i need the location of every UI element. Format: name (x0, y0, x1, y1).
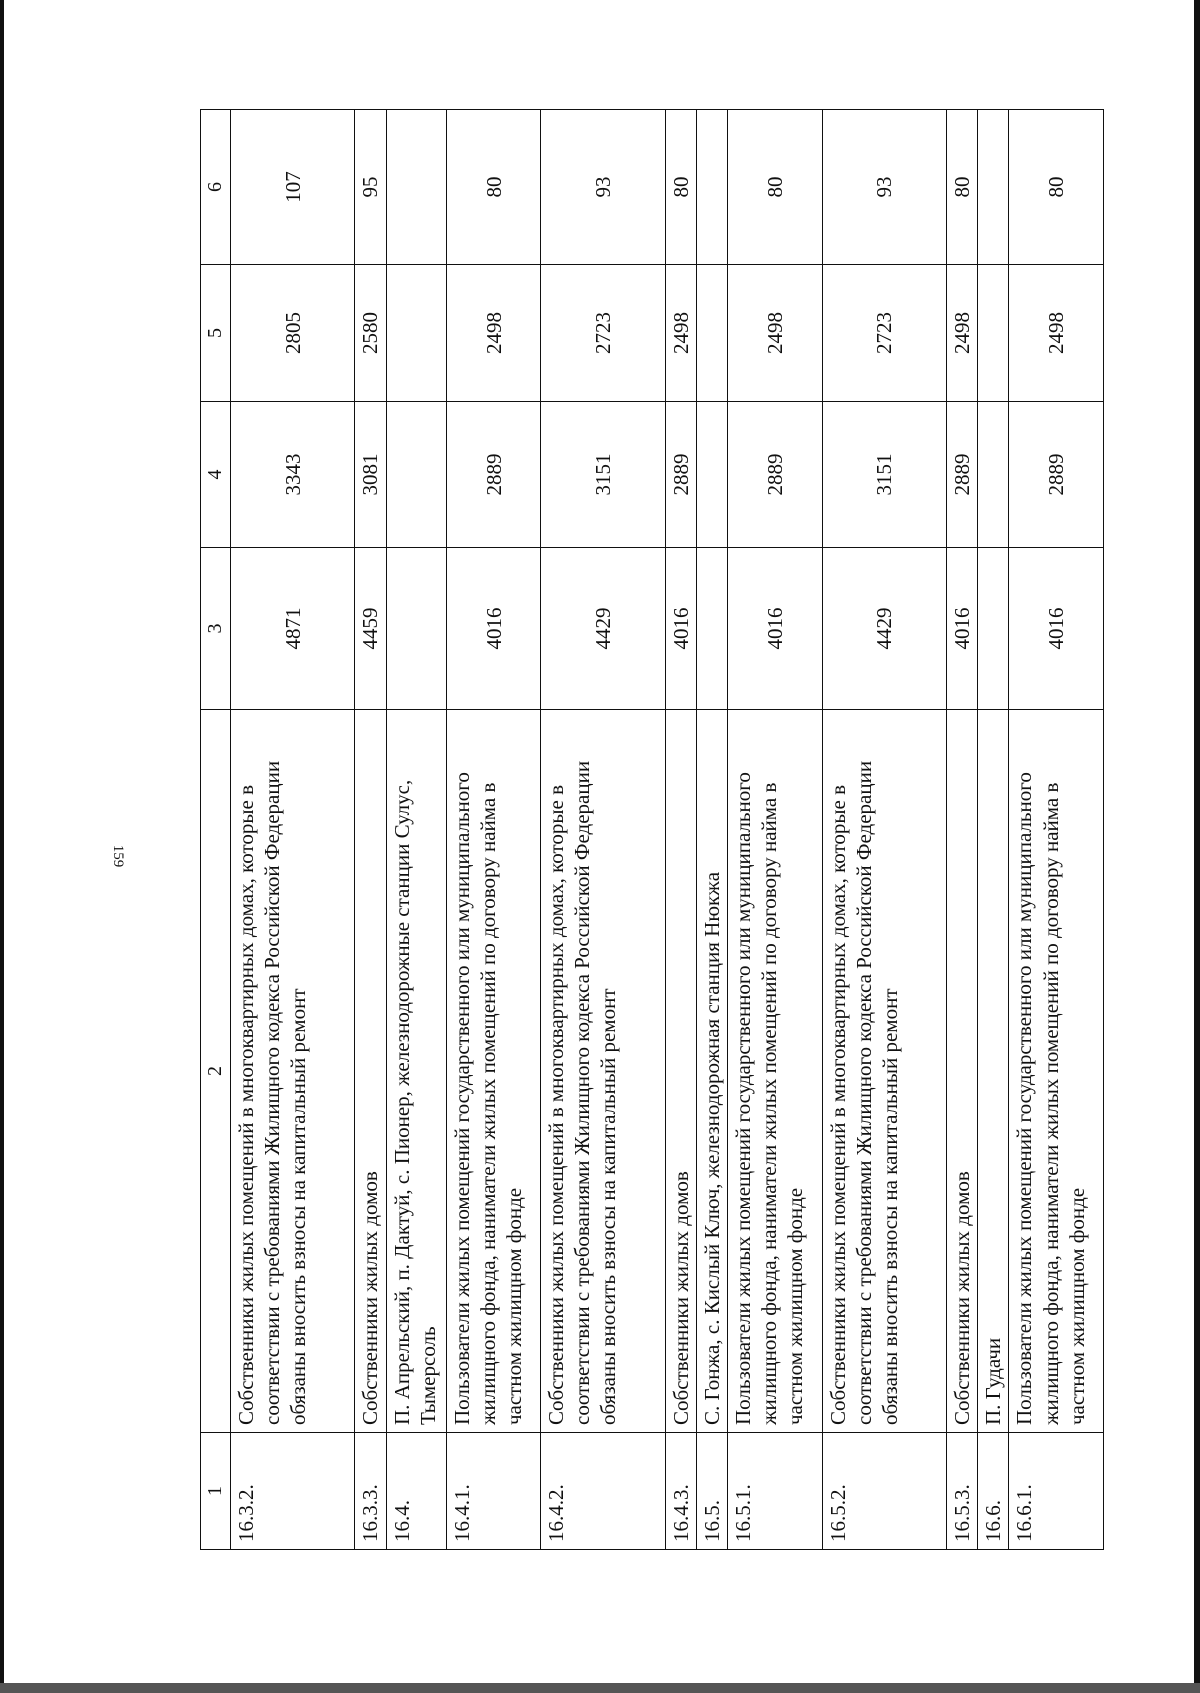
row-col3: 4429 (822, 548, 947, 710)
table-row (541, 110, 666, 1550)
table-row (665, 110, 696, 1550)
row-code: 16.6.1. (1009, 1433, 1104, 1550)
table-row (386, 110, 446, 1550)
row-col6: 107 (230, 110, 355, 265)
row-description: Собственники жилых помещений в многоквартирных домах, которые в соответствии с требованиями Жилищного кодекса Российской Федерации обязаны вносить взносы на капитальный ремонт (822, 710, 947, 1433)
row-col5: 2498 (947, 265, 978, 402)
tariff-table (200, 109, 1104, 1550)
row-col4: 3081 (355, 402, 386, 548)
row-code: 16.3.2. (230, 1433, 355, 1550)
row-col3: 4016 (1009, 548, 1104, 710)
row-code: 16.3.3. (355, 1433, 386, 1550)
row-description: П. Гудачи (978, 710, 1009, 1433)
row-col4: 3151 (541, 402, 666, 548)
row-col6: 95 (355, 110, 386, 265)
header-col-3: 3 (201, 548, 231, 710)
row-col6: 80 (728, 110, 822, 265)
row-col3 (978, 548, 1009, 710)
row-col4: 2889 (947, 402, 978, 548)
scan-edge-bottom (0, 1683, 1200, 1693)
table-row (978, 110, 1009, 1550)
row-col5: 2580 (355, 265, 386, 402)
table-row (230, 110, 355, 1550)
row-description: Собственники жилых помещений в многоквартирных домах, которые в соответствии с требованиями Жилищного кодекса Российской Федерации обязаны вносить взносы на капитальный ремонт (230, 710, 355, 1433)
row-col5 (696, 265, 727, 402)
row-col4: 2889 (446, 402, 540, 548)
row-code: 16.4.3. (665, 1433, 696, 1550)
table-row (947, 110, 978, 1550)
row-col5 (386, 265, 446, 402)
table-row (728, 110, 822, 1550)
row-col5: 2498 (728, 265, 822, 402)
row-description: Собственники жилых домов (947, 710, 978, 1433)
table-row (822, 110, 947, 1550)
row-col5: 2723 (822, 265, 947, 402)
row-description: С. Гонжа, с. Кислый Ключ, железнодорожная станция Нюкжа (696, 710, 727, 1433)
row-code: 16.4. (386, 1433, 446, 1550)
row-col3 (386, 548, 446, 710)
row-col3: 4016 (446, 548, 540, 710)
row-col5: 2805 (230, 265, 355, 402)
row-description: Собственники жилых домов (355, 710, 386, 1433)
row-col4: 2889 (665, 402, 696, 548)
row-code: 16.4.1. (446, 1433, 540, 1550)
scan-edge-left (0, 0, 4, 1693)
row-description: Собственники жилых домов (665, 710, 696, 1433)
row-col6 (978, 110, 1009, 265)
row-col4 (386, 402, 446, 548)
row-description: Пользователи жилых помещений государственного или муниципального жилищного фонда, наниматели жилых помещений по договору найма в частном жилищном фонде (446, 710, 540, 1433)
row-col6: 93 (541, 110, 666, 265)
row-col3: 4429 (541, 548, 666, 710)
row-code: 16.4.2. (541, 1433, 666, 1550)
row-col3: 4016 (728, 548, 822, 710)
row-code: 16.6. (978, 1433, 1009, 1550)
row-col4: 3343 (230, 402, 355, 548)
row-col6 (696, 110, 727, 265)
rotated-table-area (200, 110, 1200, 1542)
row-code: 16.5.1. (728, 1433, 822, 1550)
table-row (355, 110, 386, 1550)
header-col-1: 1 (201, 1433, 231, 1550)
row-description: Пользователи жилых помещений государственного или муниципального жилищного фонда, наниматели жилых помещений по договору найма в частном жилищном фонде (1009, 710, 1104, 1433)
header-row (201, 110, 231, 1550)
row-code: 16.5. (696, 1433, 727, 1550)
row-code: 16.5.3. (947, 1433, 978, 1550)
row-description: Собственники жилых помещений в многоквартирных домах, которые в соответствии с требованиями Жилищного кодекса Российской Федерации обязаны вносить взносы на капитальный ремонт (541, 710, 666, 1433)
row-col5: 2723 (541, 265, 666, 402)
row-code: 16.5.2. (822, 1433, 947, 1550)
table-row (446, 110, 540, 1550)
table-row (696, 110, 727, 1550)
row-description: Пользователи жилых помещений государственного или муниципального жилищного фонда, наниматели жилых помещений по договору найма в частном жилищном фонде (728, 710, 822, 1433)
row-col4 (696, 402, 727, 548)
row-col6: 80 (446, 110, 540, 265)
row-description: П. Апрельский, п. Дактуй, с. Пионер, железнодорожные станции Сулус, Тымерсоль (386, 710, 446, 1433)
row-col6: 93 (822, 110, 947, 265)
row-col3 (696, 548, 727, 710)
row-col3: 4459 (355, 548, 386, 710)
header-col-6: 6 (201, 110, 231, 265)
row-col5: 2498 (665, 265, 696, 402)
header-col-5: 5 (201, 265, 231, 402)
row-col4: 2889 (1009, 402, 1104, 548)
row-col5 (978, 265, 1009, 402)
row-col3: 4016 (665, 548, 696, 710)
row-col6: 80 (665, 110, 696, 265)
row-col6: 80 (1009, 110, 1104, 265)
row-col5: 2498 (1009, 265, 1104, 402)
row-col6: 80 (947, 110, 978, 265)
header-col-4: 4 (201, 402, 231, 548)
table-rotation-wrapper (200, 110, 1104, 1550)
row-col3: 4871 (230, 548, 355, 710)
row-col4 (978, 402, 1009, 548)
row-col4: 3151 (822, 402, 947, 548)
row-col6 (386, 110, 446, 265)
row-col3: 4016 (947, 548, 978, 710)
row-col5: 2498 (446, 265, 540, 402)
header-col-2: 2 (201, 710, 231, 1433)
row-col4: 2889 (728, 402, 822, 548)
table-row (1009, 110, 1104, 1550)
page-number: 159 (110, 844, 126, 868)
